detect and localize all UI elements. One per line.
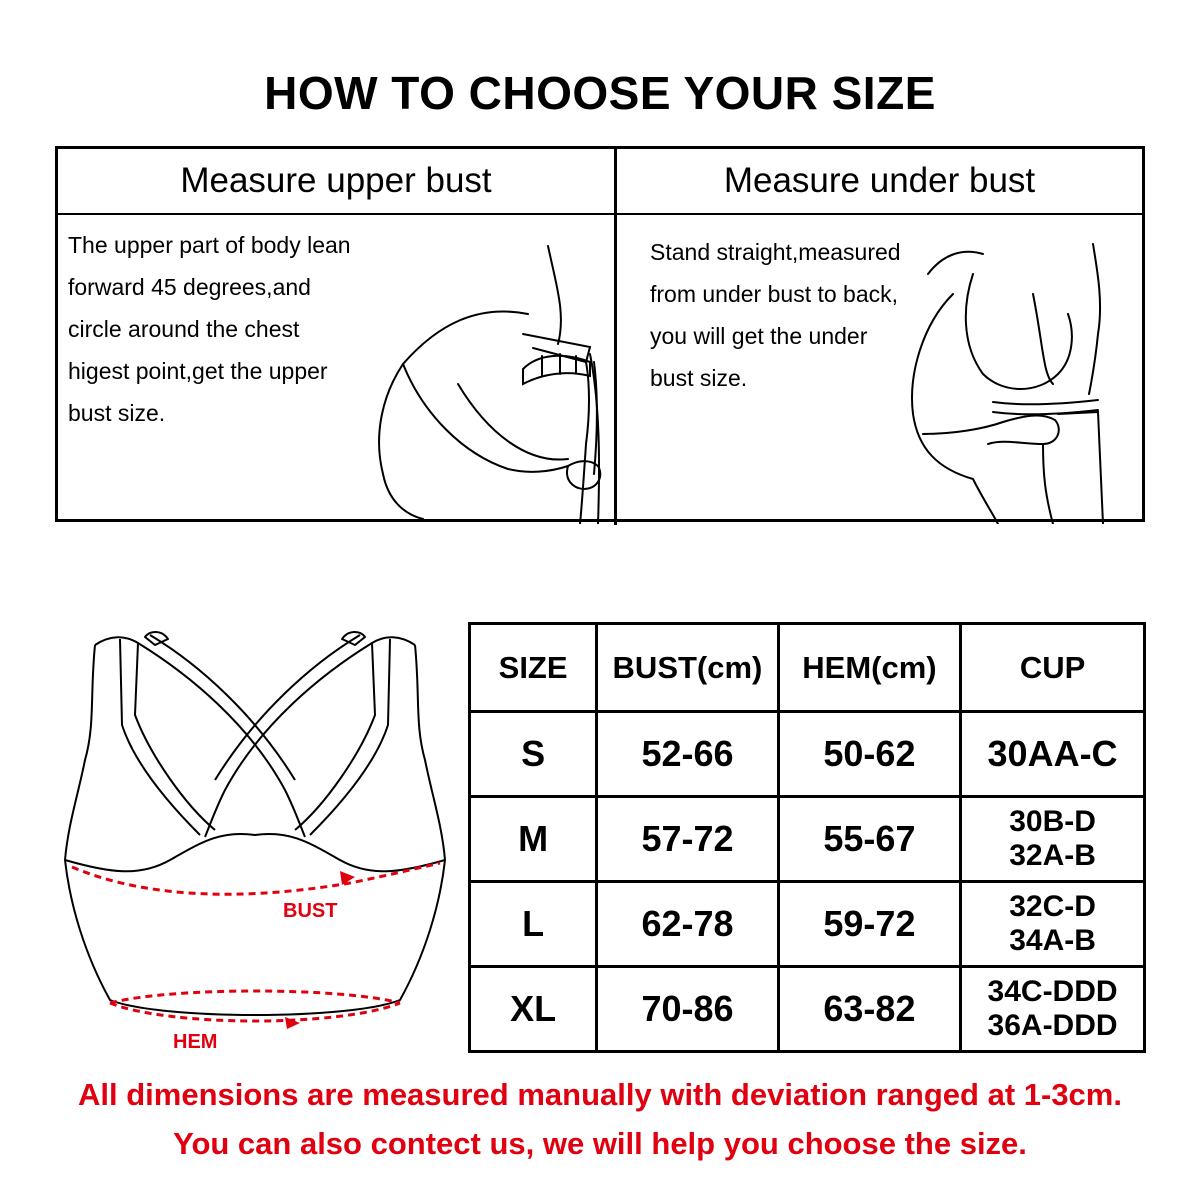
instruction-line: circle around the chest bbox=[68, 316, 300, 342]
upper-bust-instructions bbox=[68, 224, 351, 434]
table-row bbox=[470, 797, 1145, 882]
size-cell: M bbox=[470, 797, 597, 882]
instruction-line: bust size. bbox=[68, 400, 166, 426]
hem-cell: 63-82 bbox=[778, 967, 960, 1052]
cup-value: 34A-B bbox=[1009, 924, 1096, 957]
table-row bbox=[470, 712, 1145, 797]
under-bust-measure-illustration bbox=[893, 234, 1133, 524]
deviation-note: All dimensions are measured manually with deviation ranged at 1-3cm. bbox=[78, 1077, 1122, 1112]
cup-value: 32C-D bbox=[1009, 890, 1096, 923]
column-header-bust: BUST(cm) bbox=[597, 624, 779, 712]
cup-value: 30B-D bbox=[1009, 805, 1096, 838]
bust-cell: 62-78 bbox=[597, 882, 779, 967]
size-chart-table bbox=[468, 622, 1146, 1053]
under-bust-heading: Measure under bust bbox=[617, 149, 1142, 215]
upper-bust-measure-illustration bbox=[328, 244, 618, 524]
instruction-line: The upper part of body lean bbox=[68, 232, 351, 258]
size-cell: L bbox=[470, 882, 597, 967]
instruction-line: from under bust to back, bbox=[650, 281, 899, 307]
hem-cell: 55-67 bbox=[778, 797, 960, 882]
instruction-line: bust size. bbox=[650, 365, 748, 391]
upper-bust-heading: Measure upper bust bbox=[58, 149, 614, 215]
bust-label: BUST bbox=[283, 900, 338, 922]
cup-value: 34C-DDD bbox=[987, 975, 1118, 1008]
column-header-hem: HEM(cm) bbox=[778, 624, 960, 712]
cup-value: 30AA-C bbox=[987, 733, 1118, 774]
cup-value: 32A-B bbox=[1009, 839, 1096, 872]
cup-cell bbox=[961, 967, 1145, 1052]
bust-cell: 57-72 bbox=[597, 797, 779, 882]
table-header-row bbox=[470, 624, 1145, 712]
table-row bbox=[470, 882, 1145, 967]
size-cell: S bbox=[470, 712, 597, 797]
instruction-line: higest point,get the upper bbox=[68, 358, 328, 384]
bust-cell: 70-86 bbox=[597, 967, 779, 1052]
bust-cell: 52-66 bbox=[597, 712, 779, 797]
cup-cell bbox=[961, 797, 1145, 882]
table-row bbox=[470, 967, 1145, 1052]
hem-label: HEM bbox=[173, 1031, 218, 1053]
cup-value: 36A-DDD bbox=[987, 1009, 1118, 1042]
hem-cell: 50-62 bbox=[778, 712, 960, 797]
page-title: HOW TO CHOOSE YOUR SIZE bbox=[264, 67, 936, 119]
measure-instructions-panel bbox=[55, 146, 1145, 522]
size-cell: XL bbox=[470, 967, 597, 1052]
contact-note: You can also contect us, we will help you choose the size. bbox=[173, 1126, 1027, 1161]
column-header-size: SIZE bbox=[470, 624, 597, 712]
instruction-line: you will get the under bbox=[650, 323, 868, 349]
under-bust-instructions bbox=[650, 231, 901, 399]
instruction-line: forward 45 degrees,and bbox=[68, 274, 311, 300]
cup-cell bbox=[961, 882, 1145, 967]
sports-bra-diagram bbox=[50, 615, 460, 1055]
column-header-cup: CUP bbox=[961, 624, 1145, 712]
hem-cell: 59-72 bbox=[778, 882, 960, 967]
cup-cell bbox=[961, 712, 1145, 797]
instruction-line: Stand straight,measured bbox=[650, 239, 901, 265]
